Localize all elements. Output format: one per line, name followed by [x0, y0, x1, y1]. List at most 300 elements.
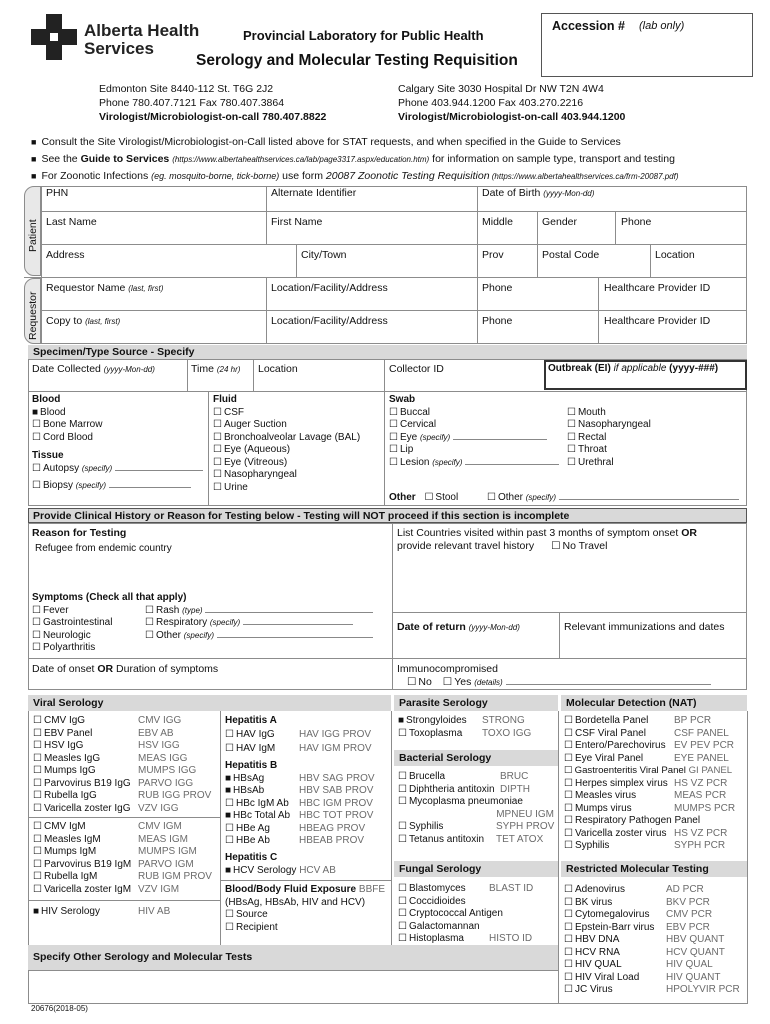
- throat-label: Throat: [577, 444, 607, 455]
- note-zoonotic: [31, 170, 679, 184]
- bone-marrow-label: Bone Marrow: [42, 419, 103, 430]
- vzv-igg-label: Varicella zoster IgG: [43, 802, 131, 814]
- ebv-panel-code: EBV AB: [138, 727, 174, 739]
- galactomannan-checkbox[interactable]: [398, 921, 556, 934]
- note-zoo-form[interactable]: 20087 Zoonotic Testing Requisition: [325, 170, 490, 182]
- fluid-group: [213, 394, 360, 494]
- gender-field[interactable]: Gender: [542, 216, 578, 228]
- toxoplasma-label: Toxoplasma: [408, 727, 463, 739]
- note-zoo-url[interactable]: (https://www.albertahealthservices.ca/frm-20087.pdf): [489, 172, 679, 181]
- collector-id-field[interactable]: Collector ID: [389, 363, 444, 375]
- immuno-details: (details): [474, 678, 503, 687]
- measles-igm-checkbox[interactable]: [33, 834, 219, 847]
- copy-to-field[interactable]: [46, 315, 120, 327]
- hbc-igm-code: HBC IGM PROV: [299, 797, 373, 809]
- return-date-field[interactable]: [397, 621, 520, 633]
- polyarthritis-checkbox[interactable]: [32, 642, 186, 655]
- coccidioides-label: Coccidioides: [408, 895, 466, 907]
- hbeab-code: HBEAB PROV: [299, 835, 365, 846]
- no-travel-checkbox[interactable]: [551, 540, 607, 552]
- ebv-panel-label: EBV Panel: [43, 727, 93, 739]
- strongyloides-code: STRONG: [482, 715, 525, 726]
- eye-swab-specify: (specify): [419, 432, 451, 442]
- jc-virus-label: JC Virus: [574, 984, 613, 995]
- entero-label: Entero/Parechovirus: [574, 740, 666, 751]
- eye-swab-checkbox[interactable]: [389, 432, 559, 445]
- time-format: (24 hr): [216, 365, 241, 374]
- postal-code-field[interactable]: Postal Code: [542, 249, 600, 261]
- note-guide: [31, 153, 675, 167]
- requestor-location-field[interactable]: Location/Facility/Address: [271, 282, 388, 294]
- measles-pcr-checkbox[interactable]: [564, 790, 746, 803]
- rubella-igm-checkbox[interactable]: [33, 871, 219, 884]
- hbeag-code: HBEAG PROV: [299, 822, 366, 834]
- cmv-pcr-label: Cytomegalovirus: [574, 909, 650, 920]
- rubella-igg-code: RUB IGG PROV: [138, 790, 212, 801]
- hav-igg-checkbox[interactable]: [225, 728, 390, 742]
- cmv-igm-checkbox[interactable]: [33, 821, 219, 834]
- viral-header-text: Viral Serology: [33, 697, 104, 709]
- fungal-list: [398, 883, 556, 946]
- blood-heading: Blood: [32, 394, 61, 405]
- hcv-rna-code: HCV QUANT: [666, 946, 725, 958]
- stool-checkbox[interactable]: [424, 492, 458, 503]
- urine-label: Urine: [223, 481, 248, 493]
- hav-igm-checkbox[interactable]: [225, 742, 390, 756]
- swab-group-2: [567, 407, 651, 470]
- blood-checkbox[interactable]: [32, 407, 102, 420]
- cmv-igm-label: CMV IgM: [43, 821, 86, 832]
- mouth-label: Mouth: [577, 406, 606, 418]
- brucella-checkbox[interactable]: [398, 771, 556, 784]
- outbreak-note: if applicable: [613, 363, 667, 374]
- hcv-rna-label: HCV RNA: [574, 946, 620, 958]
- copy-hpid-field[interactable]: Healthcare Provider ID: [604, 315, 711, 327]
- hav-igm-code: HAV IGM PROV: [299, 742, 372, 754]
- hiv-vl-code: HIV QUANT: [666, 971, 721, 983]
- bbfe-description: (HBsAg, HBsAb, HIV and HCV): [225, 896, 366, 908]
- buccal-checkbox[interactable]: [389, 407, 559, 420]
- reason-value[interactable]: Refugee from endemic country: [35, 543, 172, 554]
- tissue-group: [32, 450, 203, 492]
- note-zoo-b: (eg. mosquito-borne, tick-borne): [151, 171, 280, 181]
- parvo-igm-label: Parvovirus B19 IgM: [43, 858, 132, 870]
- urine-checkbox[interactable]: [213, 482, 360, 495]
- logo-text: [84, 22, 199, 58]
- edmonton-address: Edmonton Site 8440-112 St. T6G 2J2: [99, 83, 274, 95]
- viral-serology-header: [28, 695, 391, 711]
- entero-checkbox[interactable]: [564, 740, 746, 753]
- hbeag-checkbox[interactable]: [225, 823, 390, 836]
- biopsy-checkbox[interactable]: [32, 480, 203, 493]
- tetanus-label: Tetanus antitoxin: [408, 833, 485, 845]
- hbeab-label: HBe Ab: [235, 835, 270, 846]
- calgary-phone: Phone 403.944.1200 Fax 403.270.2216: [398, 97, 584, 109]
- np-swab-label: Nasopharyngeal: [577, 419, 651, 430]
- parvo-igg-checkbox[interactable]: [33, 778, 219, 791]
- outbreak-title: Outbreak (EI): [548, 363, 611, 374]
- mumps-igg-checkbox[interactable]: [33, 765, 219, 778]
- diphtheria-code: DIPTH: [500, 783, 530, 795]
- hbsab-label: HBsAb: [233, 785, 265, 796]
- bk-virus-checkbox[interactable]: [564, 897, 746, 910]
- syphilis-pcr-label: Syphilis: [574, 840, 610, 851]
- other-symptom-checkbox[interactable]: [145, 630, 373, 643]
- cervical-label: Cervical: [399, 419, 437, 430]
- requestor-name-field[interactable]: [46, 282, 163, 294]
- hcv-rna-checkbox[interactable]: [564, 947, 746, 960]
- bk-virus-code: BKV PCR: [666, 896, 710, 908]
- mycoplasma-label: Mycoplasma pneumoniae: [408, 796, 523, 807]
- bacterial-header: [394, 750, 558, 766]
- hbc-total-label: HBc Total Ab: [233, 810, 291, 821]
- polyarthritis-label: Polyarthritis: [42, 642, 96, 653]
- other-symptom-label: Other: [155, 629, 181, 641]
- fluid-heading: Fluid: [213, 394, 237, 405]
- bbfe-group: [225, 884, 390, 934]
- blastomyces-label: Blastomyces: [408, 883, 466, 894]
- csf-panel-code: CSF PANEL: [674, 727, 729, 739]
- logo-line1: Alberta Health: [84, 21, 200, 40]
- diphtheria-checkbox[interactable]: [398, 784, 556, 797]
- strongyloides-label: Strongyloides: [406, 715, 467, 726]
- cmv-igm-code: CMV IGM: [138, 821, 182, 832]
- eye-swab-label: Eye: [399, 431, 418, 443]
- hbc-total-checkbox[interactable]: [225, 810, 390, 823]
- bordetella-code: BP PCR: [674, 715, 712, 726]
- immuno-yes-checkbox[interactable]: [443, 676, 503, 688]
- lesion-label: Lesion: [399, 456, 430, 468]
- bbfe-source-checkbox[interactable]: [225, 909, 390, 922]
- mumps-igg-label: Mumps IgG: [43, 765, 96, 776]
- mumps-pcr-label: Mumps virus: [574, 802, 632, 814]
- mumps-igm-label: Mumps IgM: [43, 846, 97, 857]
- gi-label: Gastrointestinal: [42, 617, 113, 628]
- eye-aqueous-checkbox[interactable]: [213, 444, 360, 457]
- bbfe-source-label: Source: [235, 909, 268, 920]
- note-guide-link[interactable]: Guide to Services: [80, 153, 170, 165]
- prov-field[interactable]: Prov: [482, 249, 504, 261]
- rash-checkbox[interactable]: [145, 605, 373, 618]
- return-date-format: (yyyy-Mon-dd): [468, 623, 520, 632]
- rubella-igm-code: RUB IGM PROV: [138, 871, 212, 882]
- hep-b-heading: Hepatitis B: [225, 760, 278, 771]
- first-name-field[interactable]: First Name: [271, 216, 323, 228]
- vzv-igm-label: Varicella zoster IgM: [43, 883, 132, 895]
- parvo-igm-checkbox[interactable]: [33, 859, 219, 872]
- city-field[interactable]: City/Town: [301, 249, 347, 261]
- mumps-igm-code: MUMPS IGM: [138, 846, 197, 857]
- parasite-header: [394, 695, 558, 711]
- resp-panel-checkbox[interactable]: [564, 815, 746, 828]
- hbsag-label: HBsAg: [233, 772, 265, 784]
- alt-id-field[interactable]: Alternate Identifier: [271, 187, 357, 199]
- travel-label: provide relevant travel history: [397, 540, 535, 552]
- last-name-field[interactable]: Last Name: [46, 216, 97, 228]
- parvo-igg-code: PARVO IGG: [138, 777, 194, 789]
- onset-or: OR: [97, 663, 114, 675]
- date-collected-format: (yyyy-Mon-dd): [103, 365, 155, 374]
- copy-to-format: (last, first): [85, 317, 121, 326]
- lip-checkbox[interactable]: [389, 444, 559, 457]
- copy-phone-field[interactable]: Phone: [482, 315, 513, 327]
- rash-label: Rash: [155, 604, 180, 616]
- strongyloides-checkbox[interactable]: [398, 715, 556, 728]
- onset-field[interactable]: [32, 663, 218, 675]
- cord-blood-checkbox[interactable]: [32, 432, 102, 445]
- rectal-checkbox[interactable]: [567, 432, 651, 445]
- hiv-qual-checkbox[interactable]: [564, 959, 746, 972]
- blastomyces-checkbox[interactable]: [398, 883, 556, 896]
- bk-virus-label: BK virus: [574, 896, 613, 908]
- ebv-pcr-checkbox[interactable]: [564, 922, 746, 935]
- return-date-label: Date of return: [397, 621, 466, 633]
- gi-panel-code: GI PANEL: [688, 765, 733, 776]
- swab-heading: Swab: [389, 394, 416, 405]
- hiv-serology-checkbox[interactable]: [33, 906, 219, 919]
- neurologic-label: Neurologic: [42, 629, 91, 641]
- urethral-checkbox[interactable]: [567, 457, 651, 470]
- logo-line2: Services: [84, 39, 154, 58]
- hbeab-checkbox[interactable]: [225, 835, 390, 848]
- viral-igm-list: [33, 821, 219, 896]
- buccal-label: Buccal: [399, 406, 430, 418]
- adenovirus-checkbox[interactable]: [564, 884, 746, 897]
- specimen-header: [28, 345, 747, 359]
- edmonton-site: [99, 82, 326, 124]
- hiv-qual-code: HIV QUAL: [666, 959, 713, 970]
- requestor-phone-field[interactable]: Phone: [482, 282, 513, 294]
- ebv-panel-checkbox[interactable]: [33, 728, 219, 741]
- measles-igg-checkbox[interactable]: [33, 753, 219, 766]
- histoplasma-code: HISTO ID: [489, 933, 533, 944]
- parasite-header-text: Parasite Serology: [399, 697, 488, 709]
- hepatitis-c-group: [225, 852, 390, 877]
- bbfe-recipient-label: Recipient: [235, 921, 278, 933]
- hbsab-code: HBV SAB PROV: [299, 785, 374, 796]
- adenovirus-code: AD PCR: [666, 884, 704, 895]
- hiv-serology-label: HIV Serology: [41, 906, 100, 917]
- hbc-igm-checkbox[interactable]: [225, 798, 390, 811]
- hbeag-label: HBe Ag: [235, 822, 270, 834]
- edmonton-oncall: Virologist/Microbiologist-on-call 780.407.8822: [99, 111, 327, 123]
- hepatitis-a-group: [225, 715, 390, 756]
- cmv-pcr-code: CMV PCR: [666, 909, 713, 920]
- cmv-pcr-checkbox[interactable]: [564, 909, 746, 922]
- hcv-serology-checkbox[interactable]: [225, 865, 390, 878]
- csf-checkbox[interactable]: [213, 407, 360, 420]
- measles-pcr-label: Measles virus: [574, 790, 637, 801]
- form-number: 20676(2018-05): [31, 1004, 88, 1013]
- middle-field[interactable]: Middle: [482, 216, 513, 228]
- respiratory-checkbox[interactable]: [145, 617, 373, 630]
- syphilis-serology-label: Syphilis: [408, 821, 444, 832]
- eye-panel-code: EYE PANEL: [674, 752, 729, 764]
- lab-name: Provincial Laboratory for Public Health: [243, 28, 484, 43]
- bal-label: Bronchoalveolar Lavage (BAL): [223, 431, 361, 443]
- duration-label: Duration of symptoms: [113, 663, 219, 675]
- hbsag-code: HBV SAG PROV: [299, 772, 375, 784]
- mumps-pcr-code: MUMPS PCR: [674, 802, 736, 814]
- patient-location-field[interactable]: Location: [655, 249, 695, 261]
- tetanus-checkbox[interactable]: [398, 834, 556, 847]
- nat-list: [564, 715, 746, 853]
- rubella-igg-label: Rubella IgG: [43, 790, 97, 801]
- measles-pcr-code: MEAS PCR: [674, 790, 727, 801]
- hav-igm-label: HAV IgM: [235, 742, 276, 754]
- vzv-igg-checkbox[interactable]: [33, 803, 219, 816]
- specimen-header-text: Specimen/Type Source - Specify: [33, 346, 195, 358]
- dob-label: Date of Birth: [482, 187, 541, 199]
- eye-vitreous-checkbox[interactable]: [213, 457, 360, 470]
- mycoplasma-code: MPNEU IGM: [496, 808, 554, 820]
- accession-box[interactable]: [541, 13, 753, 77]
- hsv-pcr-label: Herpes simplex virus: [574, 777, 668, 789]
- specimen-location-field[interactable]: Location: [258, 363, 298, 375]
- tissue-heading: Tissue: [32, 450, 64, 461]
- lesion-checkbox[interactable]: [389, 457, 559, 470]
- vzv-pcr-checkbox[interactable]: [564, 828, 746, 841]
- hsv-igg-checkbox[interactable]: [33, 740, 219, 753]
- immuno-yes-label: Yes: [454, 676, 472, 688]
- cmv-igg-checkbox[interactable]: [33, 715, 219, 728]
- immuno-no-checkbox[interactable]: [407, 676, 432, 688]
- mouth-checkbox[interactable]: [567, 407, 651, 420]
- toxoplasma-code: TOXO IGG: [482, 727, 532, 739]
- time-label: Time: [191, 363, 214, 375]
- rectal-label: Rectal: [577, 431, 607, 443]
- measles-igg-label: Measles IgG: [43, 752, 101, 764]
- clinical-header: [28, 508, 747, 523]
- coccidioides-checkbox[interactable]: [398, 896, 556, 909]
- np-swab-checkbox[interactable]: [567, 419, 651, 432]
- nat-header: [561, 695, 747, 711]
- hbv-dna-checkbox[interactable]: [564, 934, 746, 947]
- respiratory-specify: (specify): [209, 618, 241, 627]
- note-guide-d: for information on sample type, transport and testing: [429, 153, 675, 165]
- jc-virus-checkbox[interactable]: [564, 984, 746, 997]
- respiratory-label: Respiratory: [155, 617, 208, 628]
- toxoplasma-checkbox[interactable]: [398, 728, 556, 741]
- accession-note: (lab only): [639, 20, 685, 32]
- mumps-pcr-checkbox[interactable]: [564, 803, 746, 816]
- dob-field[interactable]: [482, 187, 594, 199]
- ebv-pcr-code: EBV PCR: [666, 921, 710, 933]
- cmv-igg-code: CMV IGG: [138, 715, 182, 726]
- requestor-side-label: Requestor: [27, 291, 39, 340]
- restricted-header-text: Restricted Molecular Testing: [566, 863, 709, 875]
- hsv-pcr-checkbox[interactable]: [564, 778, 746, 791]
- cord-blood-label: Cord Blood: [42, 431, 93, 443]
- date-collected-field[interactable]: [32, 363, 155, 375]
- hbv-dna-label: HBV DNA: [574, 934, 620, 945]
- hcv-serology-label: HCV Serology: [233, 864, 297, 876]
- other-tests-header: [28, 945, 558, 970]
- hiv-vl-label: HIV Viral Load: [574, 971, 640, 983]
- auger-checkbox[interactable]: [213, 419, 360, 432]
- time-field[interactable]: [191, 363, 240, 375]
- autopsy-checkbox[interactable]: [32, 463, 203, 480]
- bbfe-recipient-checkbox[interactable]: [225, 922, 390, 935]
- phn-field[interactable]: PHN: [46, 187, 69, 199]
- histoplasma-checkbox[interactable]: [398, 933, 556, 946]
- hiv-vl-checkbox[interactable]: [564, 972, 746, 985]
- other-specimen-label: Other: [497, 492, 523, 503]
- vzv-igm-checkbox[interactable]: [33, 884, 219, 897]
- calgary-site: [398, 82, 625, 124]
- hbc-igm-label: HBc IgM Ab: [235, 797, 289, 809]
- measles-igm-code: MEAS IGM: [138, 833, 189, 845]
- cryptococcal-checkbox[interactable]: [398, 908, 556, 921]
- fever-label: Fever: [42, 604, 69, 616]
- bacterial-list: [398, 771, 556, 846]
- mumps-igm-checkbox[interactable]: [33, 846, 219, 859]
- syphilis-serology-checkbox[interactable]: [398, 821, 556, 834]
- fungal-header: [394, 861, 558, 877]
- requestor-hpid-field[interactable]: Healthcare Provider ID: [604, 282, 711, 294]
- hbc-total-code: HBC TOT PROV: [299, 810, 374, 821]
- no-travel-label: No Travel: [562, 540, 608, 552]
- vzv-igm-code: VZV IGM: [138, 883, 180, 895]
- csf-panel-checkbox[interactable]: [564, 728, 746, 741]
- bordetella-checkbox[interactable]: [564, 715, 746, 728]
- immunizations-field[interactable]: Relevant immunizations and dates: [564, 621, 725, 633]
- np-fluid-checkbox[interactable]: [213, 469, 360, 482]
- rubella-igm-label: Rubella IgM: [43, 871, 98, 882]
- brucella-code: BRUC: [500, 771, 529, 782]
- hsv-igg-label: HSV IgG: [43, 740, 84, 751]
- address-field[interactable]: Address: [46, 249, 85, 261]
- histoplasma-label: Histoplasma: [408, 933, 464, 944]
- hbsab-checkbox[interactable]: [225, 785, 390, 798]
- vzv-pcr-code: HS VZ PCR: [674, 827, 728, 839]
- dob-format: (yyyy-Mon-dd): [543, 189, 595, 198]
- bal-checkbox[interactable]: [213, 432, 360, 445]
- other-specimen-checkbox[interactable]: [487, 492, 556, 503]
- gi-panel-checkbox[interactable]: [564, 765, 746, 778]
- swab-group: [389, 394, 559, 469]
- bacterial-header-text: Bacterial Serology: [399, 752, 492, 764]
- countries-field[interactable]: [397, 527, 697, 553]
- blastomyces-code: BLAST ID: [489, 883, 534, 894]
- blood-label: Blood: [40, 406, 66, 418]
- syphilis-pcr-checkbox[interactable]: [564, 840, 746, 853]
- calgary-oncall: Virologist/Microbiologist-on-call 403.944.1200: [398, 111, 626, 123]
- throat-checkbox[interactable]: [567, 444, 651, 457]
- cmv-igg-label: CMV IgG: [43, 715, 86, 726]
- page-title: Serology and Molecular Testing Requisition: [196, 52, 518, 69]
- note-guide-url[interactable]: (https://www.albertahealthservices.ca/lab/page3317.aspx/education.htm): [172, 155, 430, 164]
- patient-phone-field[interactable]: Phone: [621, 216, 652, 228]
- clinical-header-text: Provide Clinical History or Reason for Testing below - Testing will NOT proceed if this section is incomplete: [33, 510, 570, 522]
- hiv-serology-code: HIV AB: [138, 906, 171, 917]
- urethral-label: Urethral: [577, 456, 614, 468]
- entero-code: EV PEV PCR: [674, 740, 735, 751]
- mycoplasma-checkbox[interactable]: [398, 796, 556, 809]
- bone-marrow-checkbox[interactable]: [32, 419, 102, 432]
- measles-igg-code: MEAS IGG: [138, 752, 188, 764]
- eye-panel-checkbox[interactable]: [564, 753, 746, 766]
- other-tests-field[interactable]: [28, 970, 559, 1004]
- cervical-checkbox[interactable]: [389, 419, 559, 432]
- symptoms-heading: Symptoms (Check all that apply): [32, 592, 187, 603]
- rubella-igg-checkbox[interactable]: [33, 790, 219, 803]
- hbsag-checkbox[interactable]: [225, 773, 390, 786]
- bordetella-label: Bordetella Panel: [574, 715, 649, 726]
- fungal-header-text: Fungal Serology: [399, 863, 482, 875]
- note-stat-text: Consult the Site Virologist/Microbiologist-on-Call listed above for STAT requests, and when specified in the Guide to Services: [41, 136, 621, 148]
- copy-location-field[interactable]: Location/Facility/Address: [271, 315, 388, 327]
